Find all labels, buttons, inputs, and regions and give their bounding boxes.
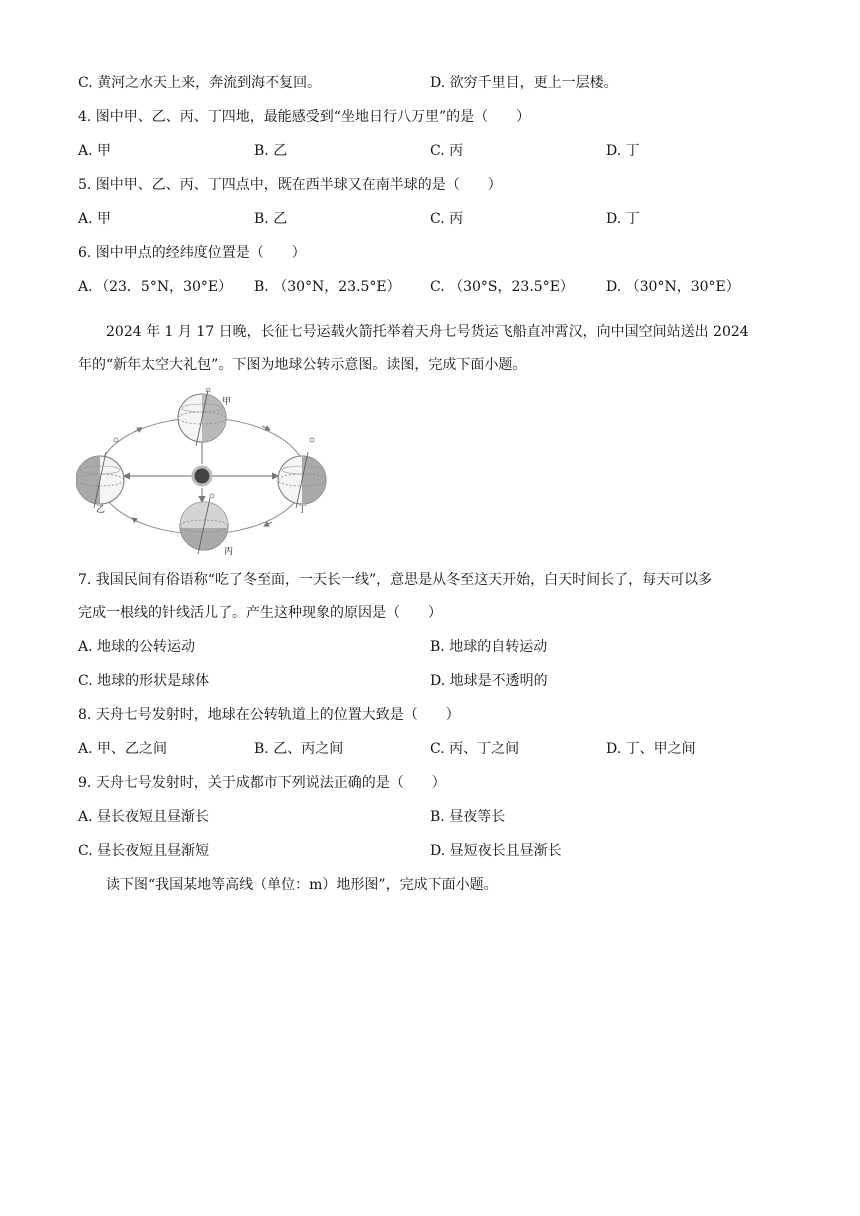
orbit-arrow-lower-left <box>132 518 138 522</box>
q5-option-c: C. 丙 <box>430 211 464 227</box>
q4-stem: 4. 图中甲、乙、丙、丁四地，最能感受到“坐地日行八万里”的是（ ） <box>78 109 531 125</box>
q5-option-a: A. 甲 <box>78 211 112 227</box>
q8-option-d: D. 丁、甲之间 <box>606 741 696 757</box>
earth-jia <box>178 390 228 446</box>
q7-option-c: C. 地球的形状是球体 <box>78 673 210 689</box>
earth-revolution-diagram <box>76 388 338 556</box>
axis-top-yi <box>114 438 118 442</box>
q9-option-b: B. 昼夜等长 <box>430 809 506 825</box>
q3-option-c: C. 黄河之水天上来，奔流到海不复回。 <box>78 75 322 91</box>
axis-top-bing <box>210 494 214 498</box>
q4-option-c: C. 丙 <box>430 143 464 159</box>
q8-option-a: A. 甲、乙之间 <box>78 741 168 757</box>
q3-option-d: D. 欲穷千里目，更上一层楼。 <box>430 75 618 91</box>
label-ding: 丁 <box>298 505 308 515</box>
q4-option-b: B. 乙 <box>254 143 288 159</box>
q9-option-c: C. 昼长夜短且昼渐短 <box>78 843 210 859</box>
q5-option-b: B. 乙 <box>254 211 288 227</box>
q7-option-a: A. 地球的公转运动 <box>78 639 196 655</box>
q7-option-d: D. 地球是不透明的 <box>430 673 548 689</box>
axis-top-ding <box>310 438 314 442</box>
q6-option-b: B. （30°N，23.5°E） <box>254 279 401 295</box>
q9-option-d: D. 昼短夜长且昼渐长 <box>430 843 562 859</box>
q7-stem-line1: 7. 我国民间有俗语称“吃了冬至面，一天长一线”，意思是从冬至这天开始，白天时间长了，每天可以多 <box>78 572 713 588</box>
q6-option-d: D. （30°N，30°E） <box>606 279 740 295</box>
passage1-line1: 2024 年 1 月 17 日晚，长征七号运载火箭托举着天舟七号货运飞船直冲霄汉，向中国空间站送出 2024 <box>106 324 749 340</box>
q7-stem-line2: 完成一根线的针线活儿了。产生这种现象的原因是（ ） <box>78 605 442 621</box>
earth-yi <box>76 452 124 508</box>
q6-option-a: A．（23．5°N，30°E） <box>78 279 233 295</box>
q5-option-d: D. 丁 <box>606 211 640 227</box>
q8-option-c: C. 丙、丁之间 <box>430 741 520 757</box>
q8-option-b: B. 乙、丙之间 <box>254 741 344 757</box>
q9-stem: 9. 天舟七号发射时，关于成都市下列说法正确的是（ ） <box>78 775 446 791</box>
earth-bing <box>180 498 228 554</box>
q5-stem: 5. 图中甲、乙、丙、丁四点中，既在西半球又在南半球的是（ ） <box>78 177 502 193</box>
q6-option-c: C. （30°S，23.5°E） <box>430 279 574 295</box>
sun <box>193 467 211 485</box>
q8-stem: 8. 天舟七号发射时，地球在公转轨道上的位置大致是（ ） <box>78 707 460 723</box>
q7-option-b: B. 地球的自转运动 <box>430 639 548 655</box>
q4-option-d: D. 丁 <box>606 143 640 159</box>
orbit-arrow-upper-left <box>134 428 142 432</box>
label-jia: 甲 <box>222 397 232 407</box>
label-bing: 丙 <box>224 547 234 556</box>
q6-stem: 6. 图中甲点的经纬度位置是（ ） <box>78 245 306 261</box>
passage1-line2: 年的“新年太空大礼包”。下图为地球公转示意图。读图，完成下面小题。 <box>78 357 527 373</box>
q4-option-a: A. 甲 <box>78 143 112 159</box>
label-yi: 乙 <box>96 505 106 515</box>
earth-ding <box>278 452 326 508</box>
q9-option-a: A. 昼长夜短且昼渐长 <box>78 809 210 825</box>
passage2: 读下图“我国某地等高线（单位：m）地形图”，完成下面小题。 <box>106 877 498 893</box>
